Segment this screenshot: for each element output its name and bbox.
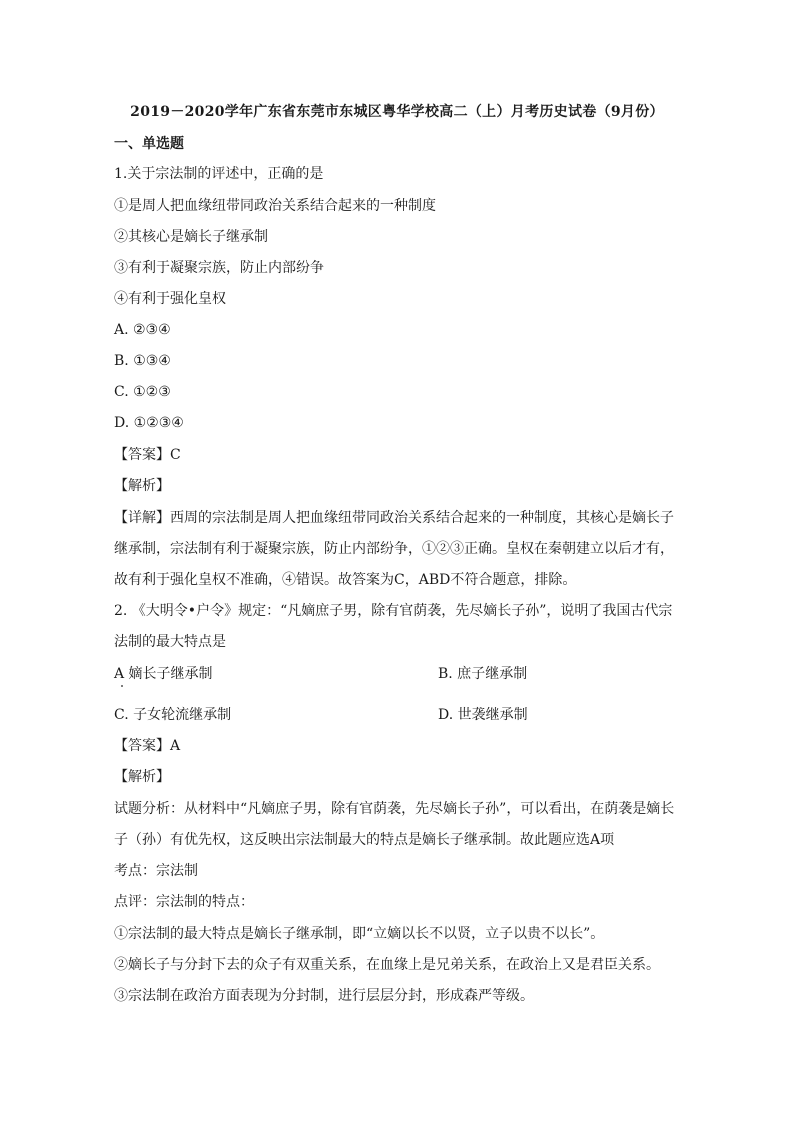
q1-analysis-label: 【解析】 [114,478,170,494]
q2-option-c: C. 子女轮流继承制 [114,707,232,723]
q2-point: ③宗法制在政治方面表现为分封制，进行层层分封，形成森严等级。 [114,988,534,1004]
q2-analysis-label: 【解析】 [114,769,170,785]
q1-answer: 【答案】C [114,447,181,463]
q2-answer: 【答案】A [114,738,181,754]
q2-option-b: B. 庶子继承制 [438,666,528,682]
q2-kaodian: 考点：宗法制 [114,863,198,879]
q1-item: ③有利于凝聚宗族，防止内部纷争 [114,260,324,276]
q1-option-b: B. ①③④ [114,353,171,369]
q2-point: ②嫡长子与分封下去的众子有双重关系，在血缘上是兄弟关系，在政治上又是君臣关系。 [114,957,660,973]
q1-item: ②其核心是嫡长子继承制 [114,229,268,245]
q2-stem-line: 法制的最大特点是 [114,634,226,650]
q1-option-d: D. ①②③④ [114,415,184,431]
q2-detail-line: 试题分析：从材料中“凡嫡庶子男，除有官荫袭，先尽嫡长子孙”，可以看出，在荫袭是嫡长 [114,801,675,817]
q1-item: ④有利于强化皇权 [114,291,226,307]
q2-option-a: A 嫡长子继承制 [114,666,213,682]
q2-stem-line: 2. 《大明令•户令》规定：“凡嫡庶子男，除有官荫袭，先尽嫡长子孙”，说明了我国古代宗 [114,603,673,619]
exam-title: 2019－2020学年广东省东莞市东城区粤华学校高二（上）月考历史试卷（9月份） [130,104,664,120]
q1-detail-line: 【详解】西周的宗法制是周人把血缘纽带同政治关系结合起来的一种制度，其核心是嫡长子 [114,510,674,526]
q1-option-c: C. ①②③ [114,384,171,400]
q1-option-a: A. ②③④ [114,322,171,338]
q1-item: ①是周人把血缘纽带同政治关系结合起来的一种制度 [114,198,436,214]
q2-option-d: D. 世袭继承制 [438,707,528,723]
q1-detail-line: 继承制，宗法制有利于凝聚宗族，防止内部纷争，①②③正确。皇权在秦朝建立以后才有， [114,541,674,557]
stray-dot [121,685,123,687]
q1-stem: 1.关于宗法制的评述中，正确的是 [114,166,324,182]
q2-point: ①宗法制的最大特点是嫡长子继承制，即“立嫡以长不以贤，立子以贵不以长”。 [114,926,605,942]
q2-dianping: 点评：宗法制的特点： [114,894,254,910]
q2-detail-line: 子（孙）有优先权，这反映出宗法制最大的特点是嫡长子继承制。故此题应选A项 [114,832,615,848]
section-heading: 一、单选题 [114,136,184,152]
q1-detail-line: 故有利于强化皇权不准确，④错误。故答案为C，ABD不符合题意，排除。 [114,572,577,588]
